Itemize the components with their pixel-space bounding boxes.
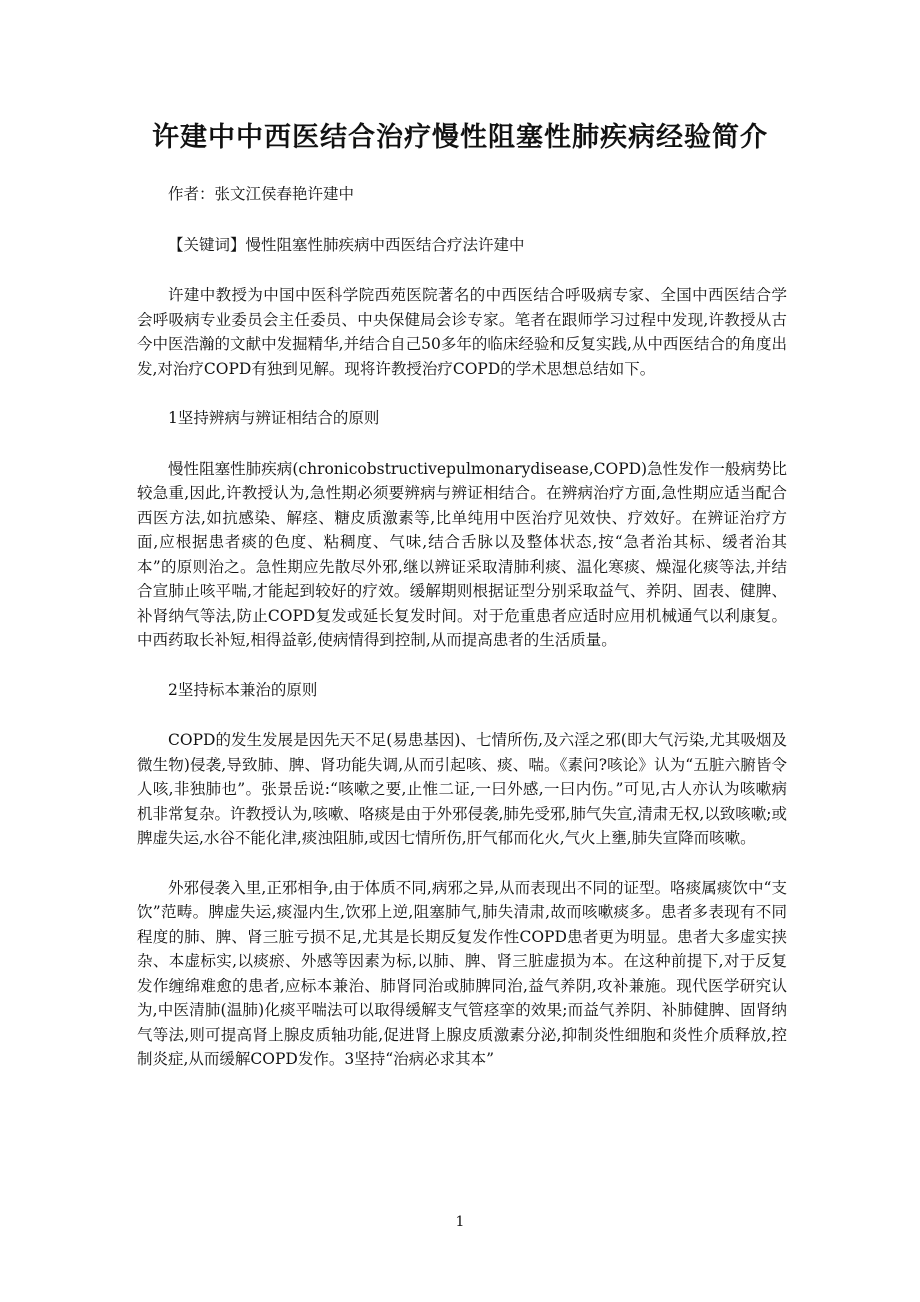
document-title: 许建中中西医结合治疗慢性阻塞性肺疾病经验简介 bbox=[152, 122, 768, 153]
document-body bbox=[137, 182, 787, 1097]
body-paragraph-section-2a: COPD的发生发展是因先天不足(易患基因)、七情所伤,及六淫之邪(即大气污染,尤其吸烟及微生物)侵袭,导致肺、脾、肾功能失调,从而引起咳、痰、喘。《素问?咳论》认为“五脏六腑皆令人咳,非独肺也”。张景岳说:“咳嗽之要,止惟二证,一曰外感,一曰内伤。”可见,古人亦认为咳嗽病机非常复杂。许教授认为,咳嗽、咯痰是由于外邪侵袭,肺先受邪,肺气失宣,清肃无权,以致咳嗽;或脾虚失运,水谷不能化津,痰浊阻肺,或因七情所伤,肝气郁而化火,气火上壅,肺失宣降而咳嗽。 bbox=[137, 731, 787, 847]
body-paragraph-section-1: 慢性阻塞性肺疾病(chronicobstructivepulmonarydisease,COPD)急性发作一般病势比较急重,因此,许教授认为,急性期必须要辨病与辨证相结合。在辨病治疗方面,急性期应适当配合西医方法,如抗感染、解痉、糖皮质激素等,比单纯用中医治疗见效快、疗效好。在辨证治疗方面,应根据患者痰的色度、粘稠度、气味,结合舌脉以及整体状态,按“急者治其标、缓者治其本”的原则治之。急性期应先散尽外邪,继以辨证采取清肺利痰、温化寒痰、燥湿化痰等法,并结合宣肺止咳平喘,才能起到较好的疗效。缓解期则根据证型分别采取益气、养阴、固表、健脾、补肾纳气等法,防止COPD复发或延长复发时间。对于危重患者应适时应用机械通气以利康复。中西药取长补短,相得益彰,使病情得到控制,从而提高患者的生活质量。 bbox=[137, 459, 787, 649]
authors-line: 作者：张文江侯春艳许建中 bbox=[168, 185, 355, 203]
keywords-line: 【关键词】慢性阻塞性肺疾病中西医结合疗法许建中 bbox=[168, 235, 525, 254]
page-number: 1 bbox=[455, 1214, 465, 1230]
body-paragraph-section-2b: 外邪侵袭入里,正邪相争,由于体质不同,病邪之异,从而表现出不同的证型。咯痰属痰饮中“支饮”范畴。脾虚失运,痰湿内生,饮邪上逆,阻塞肺气,肺失清肃,故而咳嗽痰多。患者多表现有不同程度的肺、脾、肾三脏亏损不足,尤其是长期反复发作性COPD患者更为明显。患者大多虚实挟杂、本虚标实,以痰瘀、外感等因素为标,以肺、脾、肾三脏虚损为本。在这种前提下,对于反复发作缠绵难愈的患者,应标本兼治、肺肾同治或肺脾同治,益气养阴,攻补兼施。现代医学研究认为,中医清肺(温肺)化痰平喘法可以取得缓解支气管痉挛的效果;而益气养阴、补肺健脾、固肾纳气等法,则可提高肾上腺皮质轴功能,促进肾上腺皮质激素分泌,抑制炎性细胞和炎性介质释放,控制炎症,从而缓解COPD发作。3坚持“治病必求其本” bbox=[137, 878, 787, 1068]
section-heading-2: 2坚持标本兼治的原则 bbox=[168, 680, 318, 699]
section-heading-1: 1坚持辨病与辨证相结合的原则 bbox=[168, 409, 380, 427]
body-paragraph-intro: 许建中教授为中国中医科学院西苑医院著名的中西医结合呼吸病专家、全国中西医结合学会呼吸病专业委员会主任委员、中央保健局会诊专家。笔者在跟师学习过程中发现,许教授从古今中医浩瀚的文献中发掘精华,并结合自己50多年的临床经验和反复实践,从中西医结合的角度出发,对治疗COPD有独到见解。现将许教授治疗COPD的学术思想总结如下。 bbox=[137, 286, 787, 378]
